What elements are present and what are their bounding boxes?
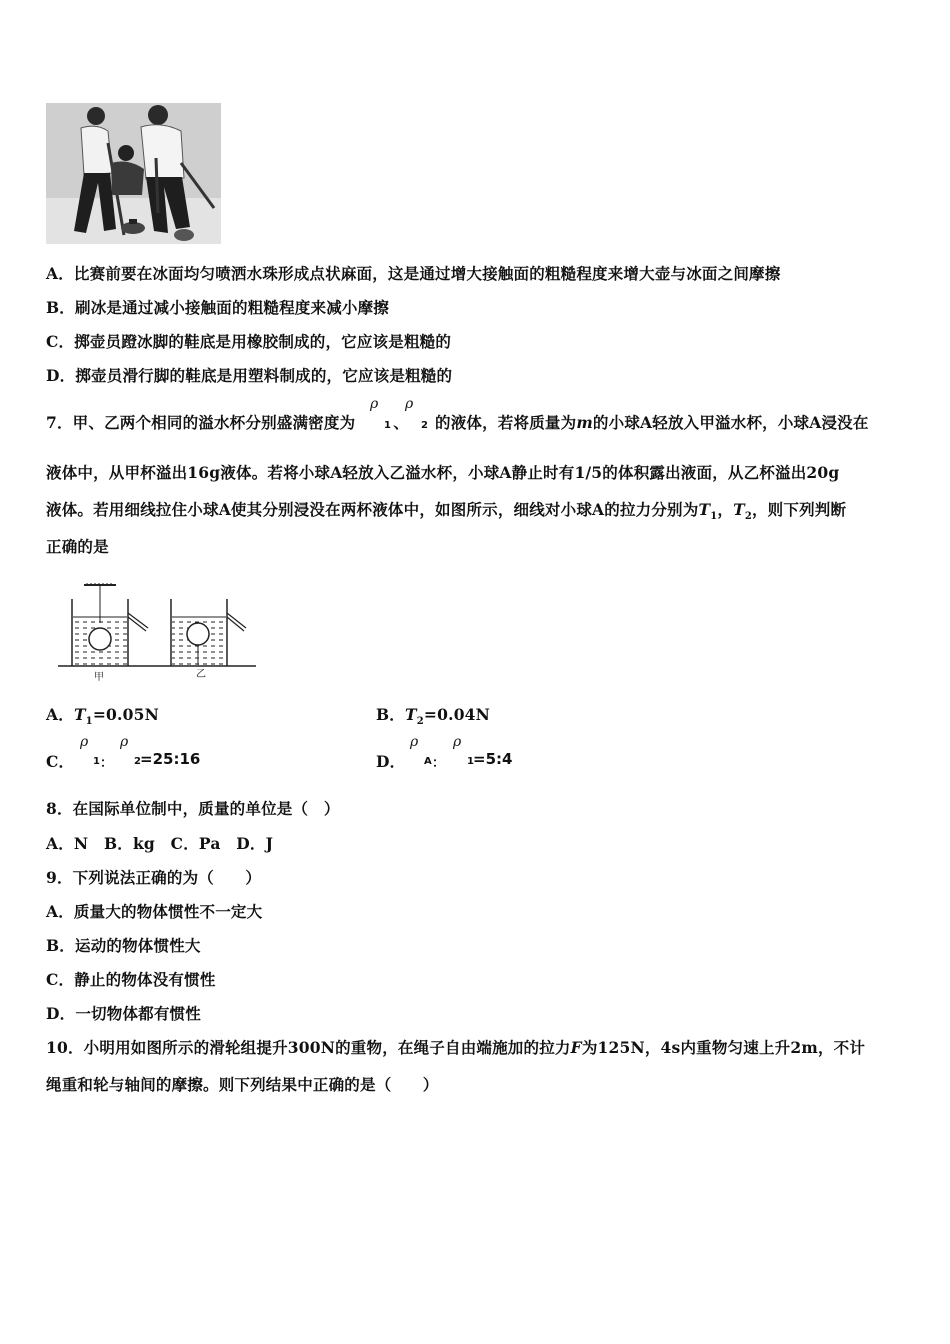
q7-option-d-value: =5:4 [473,750,513,768]
q7-option-a-subscript: 1 [85,716,93,728]
q7-rho-1: ρ [370,396,379,412]
q10-line-1-text-a: 10．小明用如图所示的滑轮组提升300N的重物，在绳子自由端施加的拉力 [46,1038,571,1057]
q6-option-c: C．掷壶员蹬冰脚的鞋底是用橡胶制成的，它应该是粗糙的 [46,332,452,351]
q7-option-b-value: =0.04N [423,705,491,724]
q7-line-3-text-b: ，则下列判断 [751,500,847,519]
q7-option-c-rho-1: ρ [80,734,89,750]
q7-line-2: 液体中，从甲杯溢出16g液体。若将小球A轻放入乙溢水杯，小球A静止时有1/5的体积露出液面，从乙杯溢出20g [46,463,840,482]
q7-option-c-colon: ： [100,756,114,771]
q7-line-1 [46,411,869,433]
curling-photo [46,103,221,244]
q7-line-3-text-a: 液体。若用细线拉住小球A使其分别浸没在两杯液体中，如图所示，细线对小球A的拉力分别为 [46,500,699,519]
q7-option-a-value: =0.05N [92,705,159,724]
q8-options: A．N B．kg C．Pa D．J [46,834,274,853]
q7-option-b [376,703,490,727]
q10-line-1-text-b: 为125N，4s内重物匀速上升2m，不计 [581,1038,866,1057]
q7-option-c-sub-1: 1 [93,756,100,767]
q7-option-d-rho-a: ρ [410,734,419,750]
q7-option-d-sub-a: A [424,756,432,767]
q7-option-d-rho-1: ρ [453,734,462,750]
q7-option-b-symbol: T [405,705,417,724]
q7-option-d-sub-1: 1 [467,756,474,767]
q10-line-1 [46,1036,865,1058]
q7-option-c-prefix: C． [46,752,75,771]
q8-stem: 8．在国际单位制中，质量的单位是（ ） [46,799,340,818]
q7-option-c-rho-2: ρ [120,734,129,750]
q7-rho-2: ρ [405,396,414,412]
q7-comma: ， [717,500,734,519]
overflow-cups-diagram [58,583,258,683]
q9-option-a: A．质量大的物体惯性不一定大 [46,902,263,921]
q7-separator: 、 [393,413,409,432]
q7-option-a-prefix: A． [46,705,74,724]
q7-line-4: 正确的是 [46,537,109,556]
curling-photo-illustration [46,103,221,244]
q9-option-d: D．一切物体都有惯性 [46,1004,201,1023]
q7-option-d [376,750,405,772]
q7-option-d-colon: ： [432,756,446,771]
q7-t1-symbol: T [698,500,711,519]
q6-option-d: D．掷壶员滑行脚的鞋底是用塑料制成的，它应该是粗糙的 [46,366,453,385]
q9-option-b: B．运动的物体惯性大 [46,936,201,955]
label-jia: 甲 [94,672,104,683]
q7-t2-symbol: T [733,500,745,519]
q9-stem: 9．下列说法正确的为（ ） [46,868,262,887]
q7-mass-symbol: m [576,413,593,432]
label-yi: 乙 [196,669,206,680]
q7-rho-1-subscript: 1 [384,420,391,431]
q7-line-3 [46,498,846,522]
overflow-cups-svg [58,583,258,683]
q7-option-a-symbol: T [73,705,86,724]
q6-option-a: A．比赛前要在冰面均匀喷洒水珠形成点状麻面，这是通过增大接触面的粗糙程度来增大壶与冰面之间摩擦 [46,264,781,283]
q7-option-a [46,703,159,727]
q10-line-2: 绳重和轮与轴间的摩擦。则下列结果中正确的是（ ） [46,1075,439,1094]
q9-option-c: C．静止的物体没有惯性 [46,970,216,989]
q7-line-1-text-b: 的液体，若将质量为 [435,413,577,432]
q7-option-b-subscript: 2 [416,716,424,728]
q10-force-symbol: F [570,1038,582,1057]
q6-option-b: B．刷冰是通过减小接触面的粗糙程度来减小摩擦 [46,298,390,317]
q7-t1-subscript: 1 [710,511,718,523]
q7-line-1-text-c: 的小球A轻放入甲溢水杯，小球A浸没在 [592,413,869,432]
q7-line-1-text-a: 7．甲、乙两个相同的溢水杯分别盛满密度为 [46,413,356,432]
q7-option-d-prefix: D． [376,752,406,771]
q7-t2-subscript: 2 [744,511,752,523]
q7-option-b-prefix: B． [376,705,406,724]
q7-option-c-sub-2: 2 [134,756,141,767]
q7-option-c [46,750,74,772]
q7-option-c-value: =25:16 [140,750,201,768]
q7-rho-2-subscript: 2 [421,420,428,431]
